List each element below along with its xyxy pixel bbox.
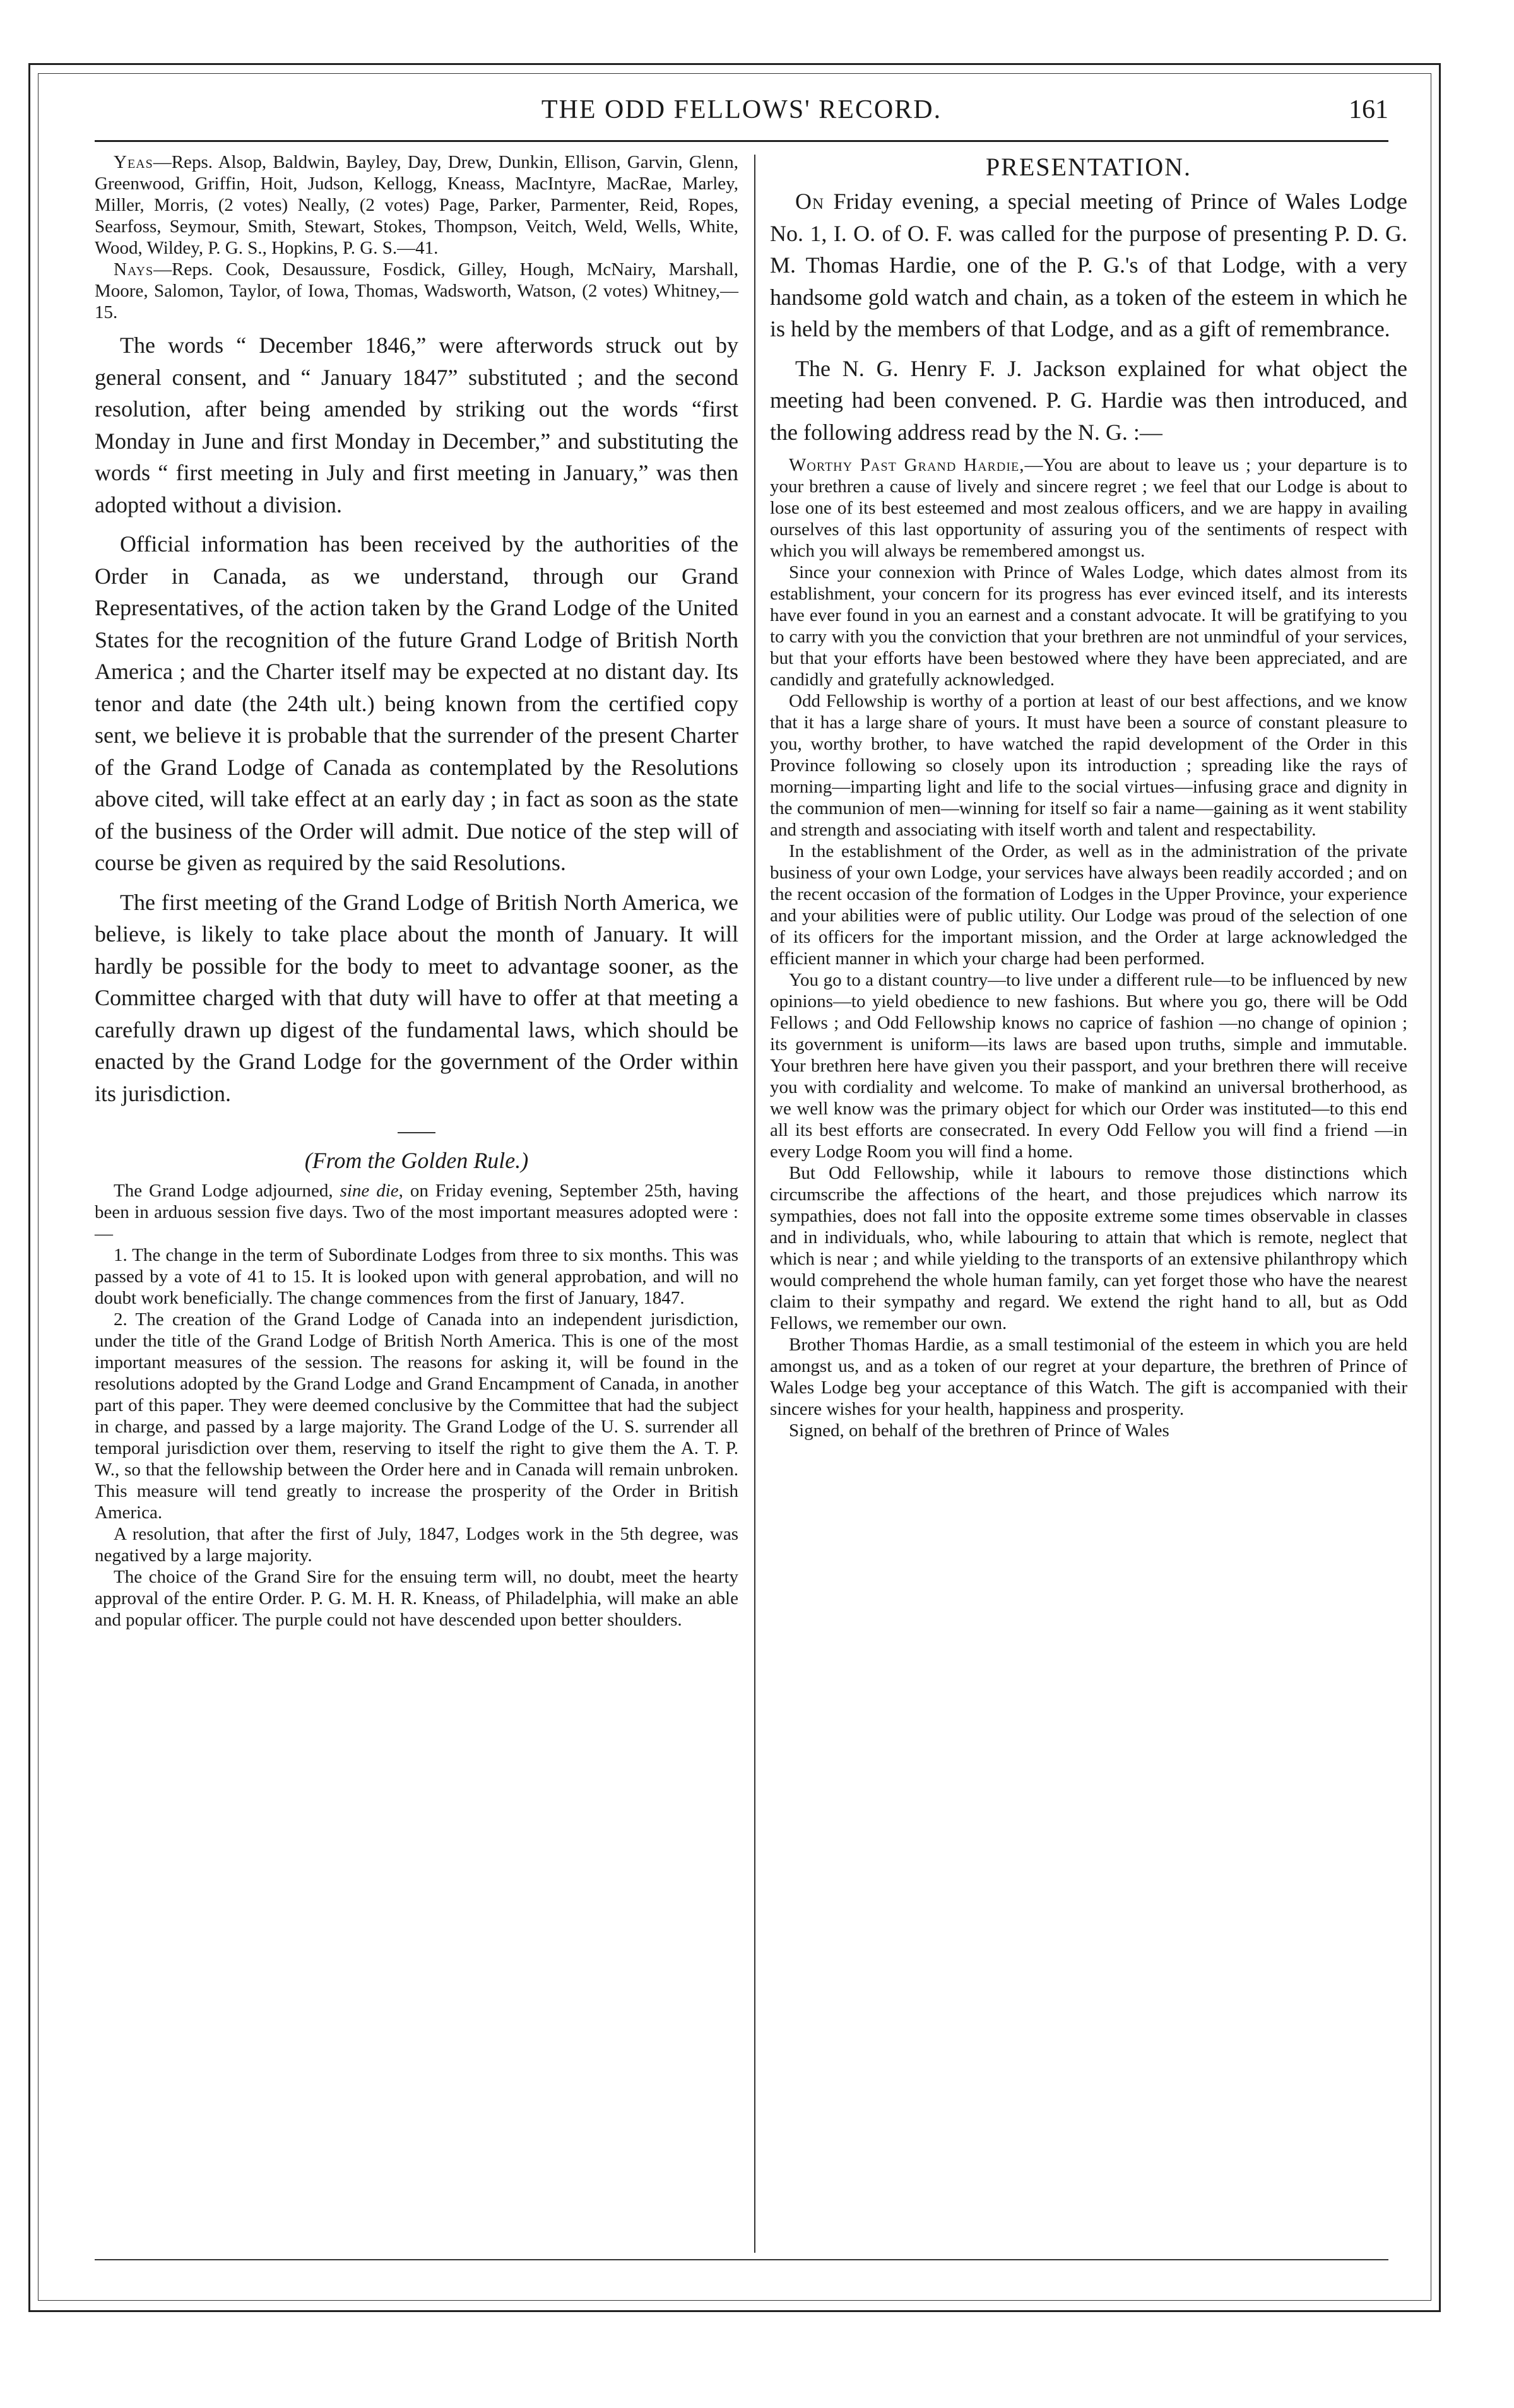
- right-column: [770, 151, 1407, 1441]
- yeas-text: —Reps. Alsop, Baldwin, Bayley, Day, Drew, Dunkin, Ellison, Garvin, Glenn, Greenwood, Griffin, Hoit, Judson, Kellogg, Kneass, MacIntyre, MacRae, Marley, Miller, Morris, (2 votes) Neally, (2 votes) Page, Parker, Parmenter, Reid, Ropes, Searfoss, Seymour, Smith, Stewart, Stokes, Thompson, Veitch, Weld, Wells, White, Wood, Wildey, P. G. S., Hopkins, P. G. S.—41.: [95, 152, 738, 258]
- lead-paragraph: On Friday evening, a special meeting of Prince of Wales Lodge No. 1, I. O. of O. F. was called for the purpose of presenting P. D. G. M. Thomas Hardie, one of the P. G.'s of that Lodge, with a very handsome gold watch and chain, as a token of the esteem in which he is held by the members of that Lodge, and as a gift of remembrance.: [770, 189, 1407, 341]
- address-paragraph: But Odd Fellowship, while it labours to remove those distinctions which circumscribe the affections of the heart, and those prejudices which narrow its sympathies, does not fall into the opposite extreme some times observable in classes and in individuals, who, while labouring to attain that which is remote, neglect that which is near ; and while yielding to the transports of an extensive philanthropy which would comprehend the whole human family, can yet forget those who have the nearest claim to their sympathy and regard. We extend the right hand to all, but as Odd Fellows, we remember our own.: [770, 1163, 1407, 1333]
- paragraph: The words “ December 1846,” were afterwords struck out by general consent, and “ January 1847” substituted ; and the second resolution, after being amended by striking out the words “first Monday in June and first Monday in December,” and substituting the words “ first meeting in July and first meeting in January,” was then adopted without a division.: [95, 333, 738, 517]
- page-header: [95, 95, 1388, 139]
- address-salutation: Worthy Past Grand Hardie,: [789, 455, 1025, 475]
- golden-rule-item: A resolution, that after the first of July, 1847, Lodges work in the 5th degree, was negatived by a large majority.: [95, 1524, 738, 1566]
- nays-text: —Reps. Cook, Desaussure, Fosdick, Gilley, Hough, McNairy, Marshall, Moore, Salomon, Taylor, of Iowa, Thomas, Wadsworth, Watson, (2 votes) Whitney,—15.: [95, 259, 738, 322]
- nays-paragraph: [95, 259, 738, 323]
- paragraph: The N. G. Henry F. J. Jackson explained for what object the meeting had been convened. P. G. Hardie was then introduced, and the following address read by the N. G. :—: [770, 355, 1407, 445]
- address-paragraph: Brother Thomas Hardie, as a small testimonial of the esteem in which you are held amongst us, and as a token of our regret at your departure, the brethren of Prince of Wales Lodge beg your acceptance of this Watch. The gift is accompanied with their sincere wishes for your health, happiness and prosperity.: [770, 1335, 1407, 1419]
- golden-rule-item: The choice of the Grand Sire for the ensuing term will, no doubt, meet the hearty approval of the entire Order. P. G. M. H. R. Kneass, of Philadelphia, will make an able and popular officer. The purple could not have descended upon better shoulders.: [95, 1567, 738, 1630]
- nays-label: Nays: [114, 259, 154, 280]
- paragraph: Official information has been received by the authorities of the Order in Canada, as we understand, through our Grand Representatives, of the action taken by the Grand Lodge of the United States for the recognition of the future Grand Lodge of British North America ; and the Charter itself may be expected at no distant day. Its tenor and date (the 24th ult.) being known from the certified copy sent, we believe it is probable that the surrender of the present Charter of the Grand Lodge of Canada as contemplated by the Resolutions above cited, will take effect at an early day ; in fact as soon as the state of the business of the Order will admit. Due notice of the step will of course be given as required by the said Resolutions.: [95, 531, 738, 875]
- address-opening: Worthy Past Grand Hardie,—You are about to leave us ; your departure is to your brethren a cause of lively and sincere regret ; we feel that our Lodge is about to lose one of its best esteemed and most zealous officers, and we are happy in availing ourselves of this last opportunity of assuring you of the sentiments of respect with which you will always be remembered amongst us.: [770, 455, 1407, 561]
- presentation-intro: [770, 186, 1407, 448]
- presentation-heading: PRESENTATION.: [985, 153, 1192, 181]
- column-divider: [754, 155, 755, 2253]
- header-rule: [95, 140, 1388, 142]
- golden-rule-intro: The Grand Lodge adjourned, sine die, on Friday evening, September 25th, having been in arduous session five days. Two of the most important measures adopted were :—: [95, 1181, 738, 1244]
- golden-rule-item: 1. The change in the term of Subordinate Lodges from three to six months. This was passed by a vote of 41 to 15. It is looked upon with general approbation, and will no doubt work beneficially. The change commences from the first of January, 1847.: [95, 1245, 738, 1308]
- left-column: [95, 151, 738, 1631]
- sine-die-italic: sine die: [340, 1181, 399, 1201]
- section-divider: [398, 1132, 435, 1133]
- yeas-paragraph: [95, 151, 738, 259]
- address-paragraph: You go to a distant country—to live under a different rule—to be influenced by new opinions—to yield obedience to new fashions. But where you go, there will be Odd Fellows ; and Odd Fellowship knows no caprice of fashion —no change of opinion ; its government is uniform—its laws are based upon truths, simple and immutable. Your brethren here have given you their passport, and your brethren there will receive you with cordiality and welcome. To make of mankind an universal brotherhood, as we well know was the primary object for which our Order was instituted—to this end all its best efforts are consecrated. In every Odd Fellow you will find a friend —in every Lodge Room you will find a home.: [770, 970, 1407, 1162]
- address-text: [770, 454, 1407, 1441]
- page-number: 161: [1349, 95, 1388, 124]
- address-paragraph: In the establishment of the Order, as well as in the administration of the private business of your own Lodge, your services have always been readily accorded ; and on the recent occasion of the formation of Lodges in the Upper Province, your experience and your abilities were of public utility. Our Lodge was proud of the selection of one of its officers for the important mission, and the Order at large acknowledged the efficient manner in which your charge had been performed.: [770, 841, 1407, 969]
- bottom-rule: [95, 2259, 1388, 2260]
- yeas-label: Yeas: [114, 152, 153, 172]
- address-paragraph: Odd Fellowship is worthy of a portion at least of our best affections, and we know that it has a large share of yours. It must have been a source of constant pleasure to you, worthy brother, to have watched the rapid development of the Order in this Province following so closely upon its introduction ; spreading like the rays of morning—imparting light and life to the social virtues—infusing grace and dignity in the communion of men—winning for itself so fair a name—gaining as it went stability and strength and associating with itself worth and talent and respectability.: [770, 691, 1407, 840]
- paragraph: The first meeting of the Grand Lodge of British North America, we believe, is likely to take place about the month of January. It will hardly be possible for the body to meet to advantage sooner, as the Committee charged with that duty will have to offer at that meeting a carefully drawn up digest of the fundamental laws, which should be enacted by the Grand Lodge for the government of the Order within its jurisdiction.: [95, 889, 738, 1106]
- vote-record: [95, 151, 738, 323]
- golden-rule-item: 2. The creation of the Grand Lodge of Canada into an independent jurisdiction, under the title of the Grand Lodge of British North America. This is one of the most important measures of the session. The reasons for asking it, will be found in the resolutions adopted by the Grand Lodge and Grand Encampment of Canada, in another part of this paper. They were deemed conclusive by the Committee that had the subject in charge, and passed by a large majority. The Grand Lodge of the U. S. surrender all temporal jurisdiction over them, reserving to itself the right to give them the A. T. P. W., so that the fellowship between the Order here and in Canada will remain unbroken. This measure will tend greatly to increase the prosperity of the Order in British America.: [95, 1309, 738, 1523]
- address-paragraph: Signed, on behalf of the brethren of Prince of Wales: [789, 1420, 1169, 1441]
- source-attribution: (From the Golden Rule.): [304, 1148, 529, 1173]
- golden-rule-article: [95, 1180, 738, 1631]
- lead-first-word: On: [795, 189, 825, 214]
- running-title: THE ODD FELLOWS' RECORD.: [541, 95, 942, 124]
- address-paragraph: Since your connexion with Prince of Wales Lodge, which dates almost from its establishment, your concern for its progress has ever evinced itself, and its interests have ever found in you an earnest and a constant advocate. It will be gratifying to you to carry with you the conviction that your brethren are not unmindful of your services, but that your efforts have been bestowed where they have been appreciated, and are candidly and gratefully acknowledged.: [770, 562, 1407, 690]
- editorial-body: [95, 329, 738, 1109]
